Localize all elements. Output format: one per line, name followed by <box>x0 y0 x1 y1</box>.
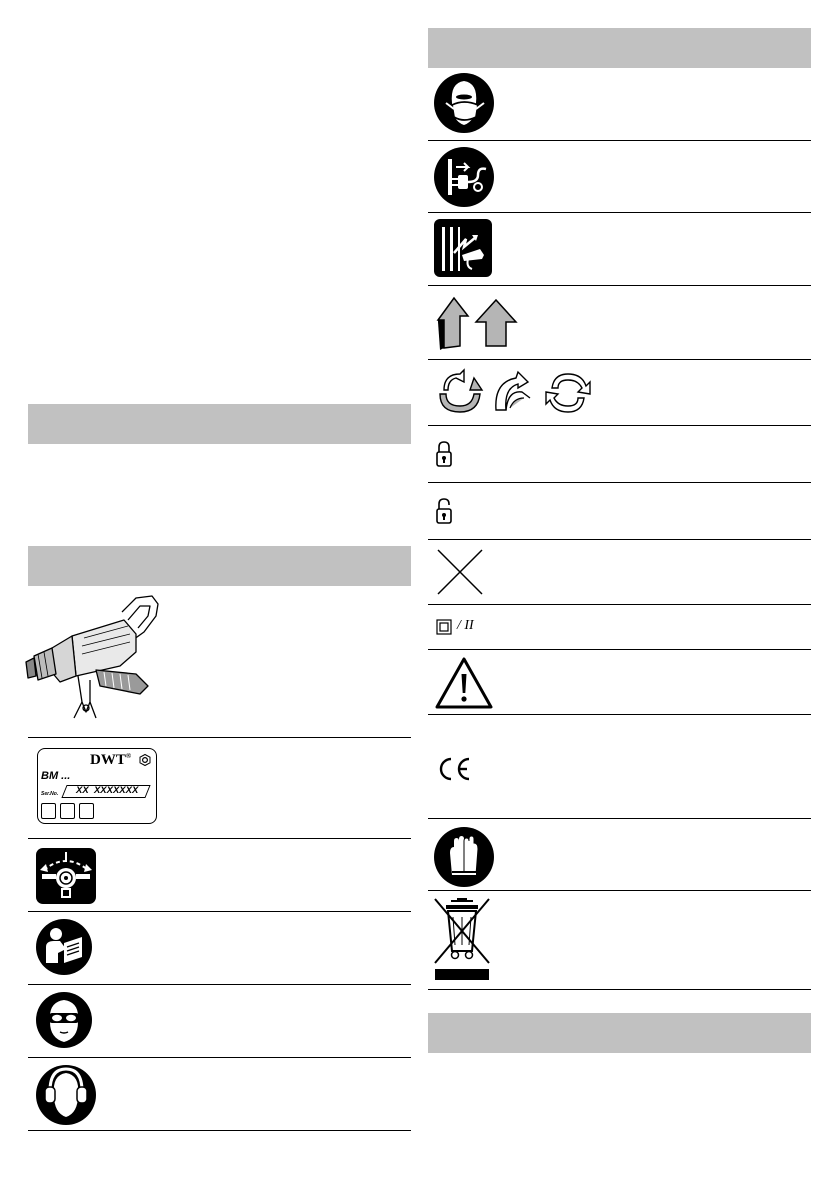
gloves-icon <box>434 827 494 887</box>
weee-bin-icon <box>433 897 493 983</box>
divider <box>428 890 811 891</box>
rating-plate <box>37 748 157 824</box>
divider <box>428 989 811 990</box>
warning-triangle-icon <box>434 656 494 710</box>
divider <box>428 482 811 483</box>
divider <box>428 604 811 605</box>
right-section-bar-1 <box>428 28 811 68</box>
divider <box>28 838 411 839</box>
ce-mark-icon <box>437 757 473 781</box>
hidden-wiring-icon <box>434 219 492 277</box>
left-section-bar-1 <box>28 404 411 444</box>
lock-open-icon <box>436 497 452 525</box>
divider <box>428 140 811 141</box>
plate-box <box>41 803 56 819</box>
brand-label: DWT <box>90 752 126 768</box>
dust-mask-icon <box>434 73 494 133</box>
plate-box <box>79 803 94 819</box>
divider <box>28 737 411 738</box>
model-label: BM ... <box>41 770 71 782</box>
lock-closed-icon <box>436 440 452 468</box>
divider <box>428 212 811 213</box>
cross-icon <box>436 548 486 596</box>
divider <box>28 1130 411 1131</box>
serial-value: XX XXXXXXX <box>76 785 139 796</box>
serial-label: Ser.No. <box>41 791 59 797</box>
gear-logo-icon <box>139 754 151 766</box>
left-section-bar-2 <box>28 546 411 586</box>
divider <box>428 714 811 715</box>
divider <box>428 539 811 540</box>
divider <box>428 425 811 426</box>
divider <box>428 285 811 286</box>
unplug-icon <box>434 147 494 207</box>
divider <box>28 1057 411 1058</box>
divider <box>28 984 411 985</box>
eye-protection-icon <box>36 992 92 1048</box>
read-manual-icon <box>36 919 92 975</box>
registered-mark: ® <box>125 752 132 760</box>
divider <box>28 911 411 912</box>
divider <box>428 649 811 650</box>
rotation-direction-icon <box>434 368 594 418</box>
protection-class-label: / II <box>457 618 474 633</box>
arrow-up-icon <box>434 294 524 352</box>
drill-illustration <box>24 590 164 730</box>
plate-box <box>60 803 75 819</box>
protection-class-icon <box>436 619 452 635</box>
divider <box>428 359 811 360</box>
two-hands-grip-icon <box>36 848 96 904</box>
right-section-bar-2 <box>428 1013 811 1053</box>
ear-protection-icon <box>36 1065 96 1125</box>
divider <box>428 818 811 819</box>
